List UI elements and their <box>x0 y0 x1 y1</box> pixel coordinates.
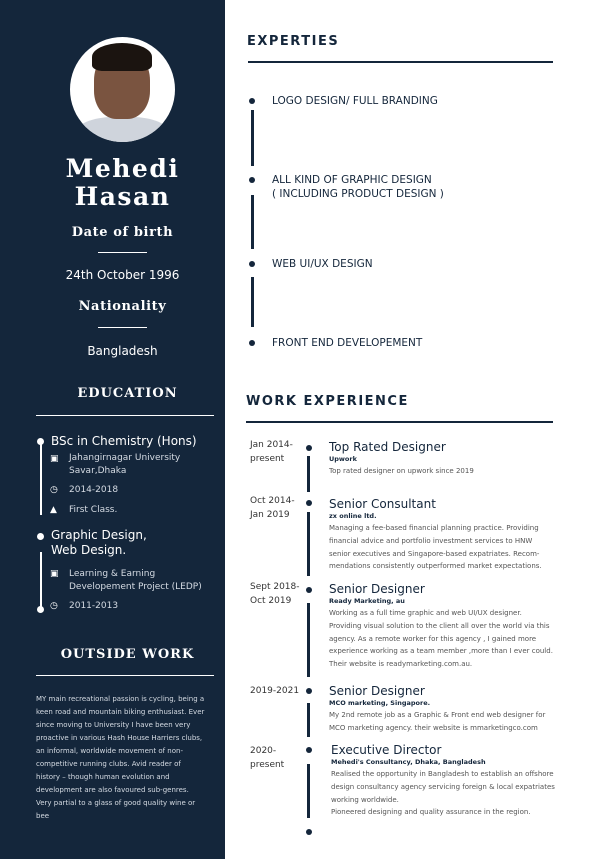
divider <box>98 252 147 253</box>
job-entry: Senior Designer MCO marketing, Singapore. My 2nd remote job as a Graphic & Front end web designer for MCO marketing agency. their website is mmarketingco.com <box>329 684 546 732</box>
dob-label: Date of birth <box>71 225 174 240</box>
briefcase-icon: ▣ <box>50 569 59 579</box>
job-date: 2020- present <box>250 746 285 770</box>
clock-icon: ◷ <box>50 601 58 611</box>
timeline-dot <box>306 688 312 694</box>
timeline-dot <box>306 500 312 506</box>
timeline-dot <box>306 747 312 753</box>
education-institution: Learning & Earning Developement Project (LEDP) <box>69 569 202 592</box>
timeline-dot <box>249 261 255 267</box>
outside-work-paragraph: MY main recreational passion is cycling, being a keen road and mountain biking enthusiast. Ever since moving to University I have been very proactive in various Hash House Harriers clubs, an informal, worldwide movement of non-competitive running clubs. Avid reader of history – though human evolution and development are also favoured sub-genres. <box>36 695 205 794</box>
timeline-dot <box>306 445 312 451</box>
nationality-label: Nationality <box>78 299 167 314</box>
job-date: Jan 2014- present <box>250 440 293 464</box>
work-heading: WORK EXPERIENCE <box>246 394 409 409</box>
job-entry: Top Rated Designer Upwork Top rated designer on upwork since 2019 <box>329 440 474 475</box>
expertise-item: ( INCLUDING PRODUCT DESIGN ) <box>272 188 444 200</box>
education-years: 2014-2018 <box>69 485 119 495</box>
timeline-line <box>251 195 254 249</box>
job-date: 2019-2021 <box>250 686 300 696</box>
name-first: Mehedi <box>65 154 180 183</box>
outside-work-text <box>36 693 206 823</box>
timeline-line <box>307 512 310 576</box>
timeline-dot <box>306 587 312 593</box>
divider <box>248 61 553 63</box>
name-last: Hasan <box>74 182 171 211</box>
dob-value: 24th October 1996 <box>65 268 180 282</box>
job-entry: Senior Consultant zx online ltd. Managing a fee-based financial planning practice. Providing financial advice and portfolio investment services to HNW senior executives and Singapore-based expatriates. Recom-mendations consistently outperformed market expectations. <box>329 497 542 571</box>
timeline-line <box>40 443 42 515</box>
sidebar <box>0 0 225 859</box>
expertise-item: LOGO DESIGN/ FULL BRANDING <box>272 95 438 107</box>
education-institution: Jahangirnagar University Savar,Dhaka <box>69 453 181 476</box>
timeline-line <box>251 110 254 166</box>
timeline-dot <box>306 829 312 835</box>
outside-work-paragraph: Very partial to a glass of good quality wine or bee <box>36 799 196 820</box>
divider <box>36 675 214 676</box>
education-title: BSc in Chemistry (Hons) <box>51 434 197 448</box>
profile-photo <box>70 37 175 142</box>
briefcase-icon: ▣ <box>50 454 59 464</box>
timeline-dot <box>249 98 255 104</box>
timeline-dot <box>37 606 44 613</box>
education-years: 2011-2013 <box>69 601 119 611</box>
nationality-value: Bangladesh <box>87 344 158 358</box>
timeline-line <box>307 603 310 677</box>
job-entry: Executive Director Mehedi's Consultancy, Dhaka, Bangladesh Realised the opportunity in Bangladesh to establish an offshore design consultancy agency servicing foreign & local expatriates working worldwide. Pioneered designing and quality assurance in the region. <box>331 743 555 817</box>
timeline-dot <box>249 340 255 346</box>
timeline-line <box>307 703 310 737</box>
education-result: First Class. <box>69 505 118 515</box>
job-date: Sept 2018- Oct 2019 <box>250 582 300 606</box>
outside-work-heading: OUTSIDE WORK <box>60 647 195 662</box>
graduation-cap-icon: ▲ <box>50 505 57 515</box>
expertise-item: FRONT END DEVELOPEMENT <box>272 337 423 349</box>
divider <box>246 421 553 423</box>
timeline-dot <box>37 533 44 540</box>
expertise-item: WEB UI/UX DESIGN <box>272 258 373 270</box>
clock-icon: ◷ <box>50 485 58 495</box>
job-entry: Senior Designer Ready Marketing, au Working as a full time graphic and web UI/UX designer. Providing visual solution to the client all over the world via this agency. As a remote worker for this agency , I gained more experience working as a team member ,more than I ever could. Their website is readymarketing.com.au. <box>329 582 553 669</box>
expertise-item: ALL KIND OF GRAPHIC DESIGN <box>272 174 432 186</box>
expertise-heading: EXPERTIES <box>247 34 340 49</box>
education-title: Graphic Design, <box>51 528 147 542</box>
timeline-line <box>307 764 310 818</box>
education-heading: EDUCATION <box>77 386 178 401</box>
timeline-dot <box>249 177 255 183</box>
timeline-line <box>307 456 310 492</box>
timeline-line <box>40 552 42 608</box>
divider <box>98 327 147 328</box>
education-title: Web Design. <box>51 543 127 557</box>
divider <box>36 415 214 416</box>
job-date: Oct 2014- Jan 2019 <box>250 496 295 520</box>
timeline-line <box>251 277 254 327</box>
